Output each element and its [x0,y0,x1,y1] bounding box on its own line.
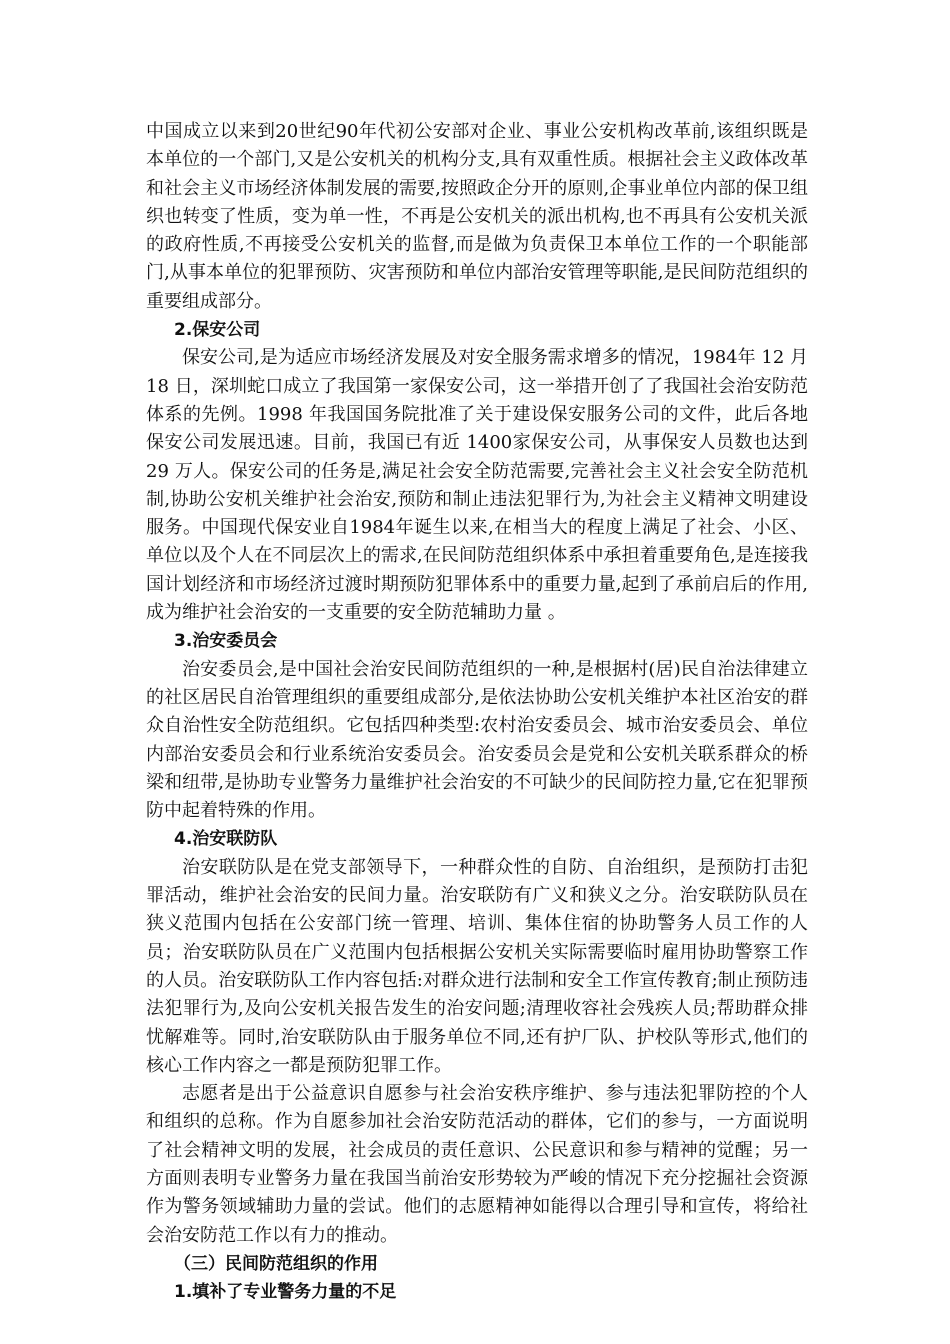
paragraph-internal-security-org: 中国成立以来到20世纪90年代初公安部对企业、事业公安机构改革前,该组织既是本单位的一个部门,又是公安机关的机构分支,具有双重性质。根据社会主义政体改革和社会主义市场经济体制发展的需要,按照政企分开的原则,企事业单位内部的保卫组织也转变了性质，变为单一性，不再是公安机关的派出机构,也不再具有公安机关派的政府性质,不再接受公安机关的监督,而是做为负责保卫本单位工作的一个职能部门,从事本单位的犯罪预防、灾害预防和单位内部治安管理等职能,是民间防范组织的重要组成部分。 [146,121,808,312]
heading-joint-defense-team: 4.治安联防队 [174,829,278,850]
paragraph-volunteers: 志愿者是出于公益意识自愿参与社会治安秩序维护、参与违法犯罪防控的个人和组织的总称。作为自愿参加社会治安防范活动的群体，它们的参与，一方面说明了社会精神文明的发展，社会成员的责任意识、公民意识和参与精神的觉醒；另一方面则表明专业警务力量在我国当前治安形势较为严峻的情况下充分挖掘社会资源作为警务领域辅助力量的尝试。他们的志愿精神如能得以合理引导和宣传，将给社会治安防范工作以有力的推动。 [146,1083,808,1246]
heading-security-committee: 3.治安委员会 [174,631,278,652]
document-page [146,118,808,1306]
heading-fill-police-gap: 1.填补了专业警务力量的不足 [174,1282,397,1303]
paragraph-security-committee: 治安委员会,是中国社会治安民间防范组织的一种,是根据村(居)民自治法律建立的社区居民自治管理组织的重要组成部分,是依法协助公安机关维护本社区治安的群众自治性安全防范组织。它包括四种类型:农村治安委员会、城市治安委员会、单位内部治安委员会和行业系统治安委员会。治安委员会是党和公安机关联系群众的桥梁和纽带,是协助专业警务力量维护社会治安的不可缺少的民间防控力量,它在犯罪预防中起着特殊的作用。 [146,658,808,822]
heading-section-three: （三）民间防范组织的作用 [174,1253,378,1274]
paragraph-security-company: 保安公司,是为适应市场经济发展及对安全服务需求增多的情况，1984年 12 月 18 日，深圳蛇口成立了我国第一家保安公司，这一举措开创了了我国社会治安防范体系的先例。1998 年我国国务院批准了关于建设保安服务公司的文件，此后各地保安公司发展迅速。目前，我国已有近 1400家保安公司，从事保安人员数也达到29 万人。保安公司的任务是,满足社会安全防范需要,完善社会主义社会安全防范机制,协助公安机关维护社会治安,预防和制止违法犯罪行为,为社会主义精神文明建设服务。中国现代保安业自1984年诞生以来,在相当大的程度上满足了社会、小区、单位以及个人在不同层次上的需求,在民间防范组织体系中承担着重要角色,是连接我国计划经济和市场经济过渡时期预防犯罪体系中的重要力量,起到了承前启后的作用,成为维护社会治安的一支重要的安全防范辅助力量 。 [146,347,808,624]
heading-security-company: 2.保安公司 [174,320,261,341]
paragraph-joint-defense-team: 治安联防队是在党支部领导下，一种群众性的自防、自治组织，是预防打击犯罪活动，维护社会治安的民间力量。治安联防有广义和狭义之分。治安联防队员在狭义范围内包括在公安部门统一管理、培训、集体住宿的协助警务人员工作的人员；治安联防队员在广义范围内包括根据公安机关实际需要临时雇用协助警察工作的人员。治安联防队工作内容包括:对群众进行法制和安全工作宣传教育;制止预防违法犯罪行为,及向公安机关报告发生的治安问题;清理收容社会残疾人员;帮助群众排忧解难等。同时,治安联防队由于服务单位不同,还有护厂队、护校队等形式,他们的核心工作内容之一都是预防犯罪工作。 [146,856,808,1076]
